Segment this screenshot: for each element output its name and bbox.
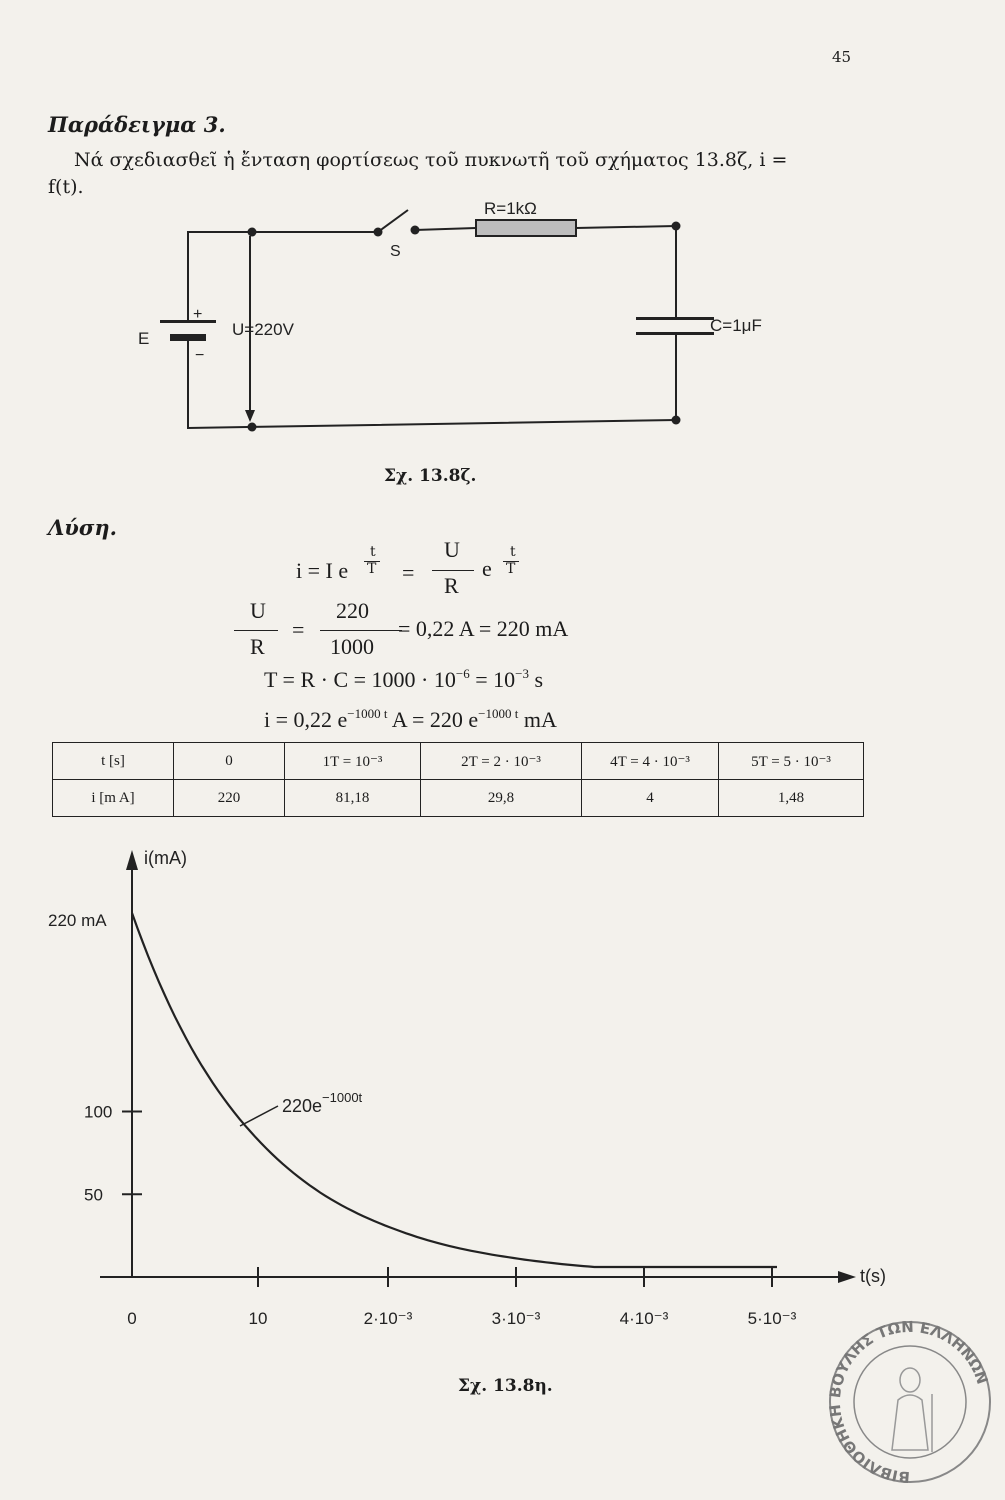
values-table	[52, 742, 864, 817]
y-axis-label: i(mA)	[144, 848, 187, 868]
equation-3-c: s	[528, 667, 544, 692]
equation-3-sup-1: −6	[455, 666, 470, 681]
capacitor-label: C=1μF	[710, 316, 762, 335]
equation-1-exp-top: t	[370, 544, 376, 560]
equation-2-numerator-2: 220	[336, 598, 369, 623]
problem-text-continued: f(t).	[48, 176, 84, 198]
table-cell: 4	[582, 780, 719, 817]
x-tick-label: 0	[127, 1309, 137, 1328]
equation-1-numerator: U	[444, 537, 460, 562]
equation-4-c: mA	[518, 707, 557, 732]
equation-3-a: T = R · C = 1000 · 10	[264, 667, 456, 692]
table-cell: 81,18	[285, 780, 421, 817]
equation-4-sup-2: −1000 t	[478, 706, 519, 721]
equation-2-bar	[234, 630, 278, 631]
table-cell: 220	[174, 780, 285, 817]
table-cell: 4T = 4 · 10⁻³	[582, 743, 719, 780]
minus-sign: −	[195, 347, 205, 364]
x-tick-label: 2·10⁻³	[363, 1309, 413, 1328]
equation-2-denominator: R	[250, 634, 265, 659]
table-cell: 1T = 10⁻³	[285, 743, 421, 780]
table-row-current	[53, 780, 864, 817]
table-cell: 1,48	[719, 780, 864, 817]
table-cell: 0	[174, 743, 285, 780]
y-tick-label: 100	[84, 1102, 113, 1122]
current-curve	[132, 913, 777, 1267]
circuit-caption: Σχ. 13.8ζ.	[384, 466, 477, 486]
equation-4-a: i = 0,22 e	[264, 707, 348, 732]
source-label: E	[138, 329, 150, 348]
curve-label: $220e^{-1000t}$	[282, 1090, 363, 1116]
table-cell: i [m A]	[53, 780, 174, 817]
solution-heading: Λύση.	[48, 515, 117, 540]
table-cell: t [s]	[53, 743, 174, 780]
equation-4-sup-1: −1000 t	[347, 706, 388, 721]
svg-text:ΒΙΒΛΙΟΘΗΚΗ ΒΟΥΛΗΣ ΤΩΝ ΕΛΛΗΝΩΝ: ΒΙΒΛΙΟΘΗΚΗ ΒΟΥΛΗΣ ΤΩΝ ΕΛΛΗΝΩΝ	[825, 1317, 992, 1487]
curve-label-leader	[240, 1106, 278, 1126]
problem-text: Νά σχεδιασθεῖ ἡ ἔνταση φορτίσεως τοῦ πυκνωτῆ τοῦ σχήματος 13.8ζ, i =	[74, 149, 788, 171]
equation-3	[264, 666, 543, 693]
equation-4	[264, 706, 557, 733]
current-chart	[0, 840, 1005, 1360]
equation-1-exp-bottom: T	[367, 561, 377, 577]
equation-3-sup-2: −3	[515, 666, 529, 681]
plus-sign: +	[193, 306, 203, 323]
equation-1-fraction-bar	[432, 570, 474, 571]
resistor-label: R=1kΩ	[484, 199, 537, 218]
y-top-label: 220 mA	[48, 911, 107, 930]
x-tick-label: 3·10⁻³	[491, 1309, 541, 1328]
table-row-time	[53, 743, 864, 780]
example-heading: Παράδειγμα 3.	[48, 112, 226, 137]
table-cell: 29,8	[421, 780, 582, 817]
equation-2-rhs: = 0,22 A = 220 mA	[398, 616, 569, 641]
switch-label: S	[390, 243, 401, 260]
equation-1-exp2-bottom: T	[506, 561, 516, 577]
equation-1-e: e	[482, 556, 492, 581]
page-number: 45	[832, 48, 852, 66]
equation-1-lhs: i = I e	[296, 558, 349, 583]
graph-caption: Σχ. 13.8η.	[458, 1376, 553, 1396]
resistor-symbol	[476, 220, 576, 236]
library-stamp	[820, 1310, 1000, 1495]
equation-2-equals: =	[292, 617, 305, 642]
equation-2-numerator: U	[250, 598, 266, 623]
x-tick-label: 4·10⁻³	[619, 1309, 669, 1328]
x-axis-label: t(s)	[860, 1266, 886, 1286]
equation-2-denominator-2: 1000	[330, 634, 374, 659]
equation-1-equals: =	[402, 560, 415, 585]
y-axis-arrow	[126, 850, 138, 870]
equation-1-denominator: R	[444, 573, 459, 598]
circuit-diagram	[0, 0, 1005, 500]
y-tick-label: 50	[84, 1185, 103, 1205]
table-cell: 5T = 5 · 10⁻³	[719, 743, 864, 780]
table-cell: 2T = 2 · 10⁻³	[421, 743, 582, 780]
equation-2-bar-2	[320, 630, 402, 631]
equation-4-b: A = 220 e	[387, 707, 479, 732]
x-tick-label: 5·10⁻³	[747, 1309, 797, 1328]
equation-1-exp2-top: t	[510, 544, 516, 560]
x-axis-arrow	[838, 1271, 856, 1283]
x-tick-label: 10	[248, 1309, 268, 1328]
voltage-label: U=220V	[232, 320, 294, 339]
equation-3-b: = 10	[469, 667, 516, 692]
